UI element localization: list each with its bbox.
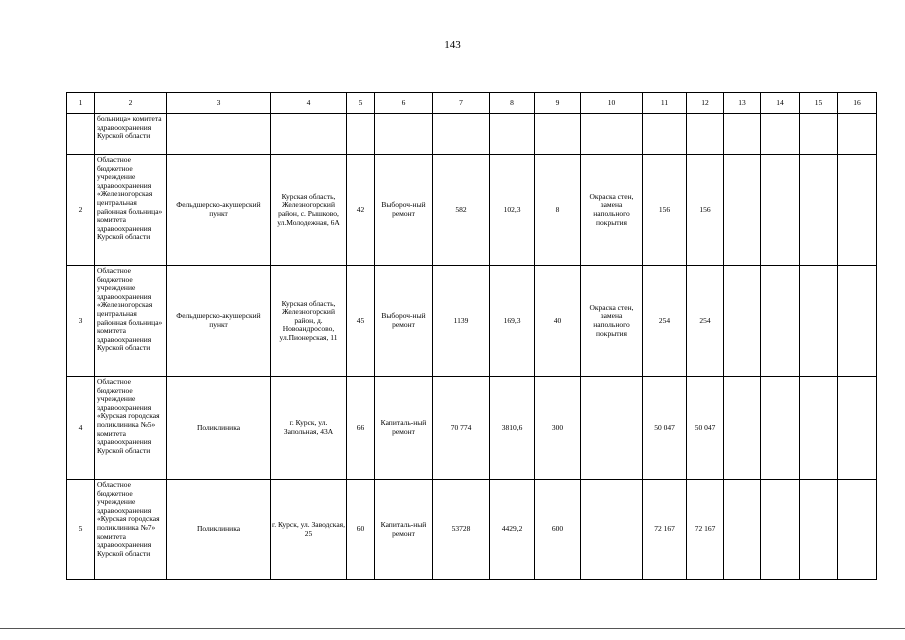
column-header: 9 (535, 93, 581, 114)
table-cell: 169,3 (490, 266, 535, 377)
table-cell: 156 (687, 155, 724, 266)
column-header: 1 (67, 93, 95, 114)
table-cell (761, 155, 800, 266)
table-row (67, 155, 877, 266)
table-cell (581, 377, 643, 480)
column-header: 2 (95, 93, 167, 114)
table-cell: 156 (643, 155, 687, 266)
table-cell (535, 114, 581, 155)
table-cell (838, 480, 877, 580)
table-cell: Курская область, Железногорский район, с. Рышково, ул.Молодежная, 6А (271, 155, 347, 266)
table-cell (724, 377, 761, 480)
table-cell: 4 (67, 377, 95, 480)
table-cell: Выбороч-ный ремонт (375, 155, 433, 266)
table-cell: 60 (347, 480, 375, 580)
table-cell: Фельдшерско-акушерский пункт (167, 266, 271, 377)
table-cell: 42 (347, 155, 375, 266)
table-cell: Курская область, Железногорский район, д. Новоандросово, ул.Пионерская, 11 (271, 266, 347, 377)
table-cell: 1139 (433, 266, 490, 377)
table-cell: г. Курск, ул. Запольная, 43А (271, 377, 347, 480)
table-cell (724, 114, 761, 155)
page-number: 143 (444, 39, 461, 51)
table-cell (375, 114, 433, 155)
table-cell (687, 114, 724, 155)
table-cell (433, 114, 490, 155)
table-cell: Выбороч-ный ремонт (375, 266, 433, 377)
column-header: 13 (724, 93, 761, 114)
table-cell (800, 266, 838, 377)
table-cell (800, 480, 838, 580)
table-cell: 3 (67, 266, 95, 377)
table-cell: 40 (535, 266, 581, 377)
table-cell: Капиталь-ный ремонт (375, 480, 433, 580)
column-header: 5 (347, 93, 375, 114)
column-header: 3 (167, 93, 271, 114)
table-cell: 582 (433, 155, 490, 266)
table-cell: Областное бюджетное учреждение здравоохранения «Курская городская поликлиника №7» комитета здравоохранения Курской области (95, 480, 167, 580)
table-cell (724, 155, 761, 266)
table-cell: 2 (67, 155, 95, 266)
table-cell (581, 480, 643, 580)
table-cell (838, 114, 877, 155)
table-cell (800, 155, 838, 266)
table-cell: Областное бюджетное учреждение здравоохранения «Железногорская центральная районная больница» комитета здравоохранения Курской области (95, 155, 167, 266)
table-cell (271, 114, 347, 155)
column-header: 8 (490, 93, 535, 114)
column-header: 16 (838, 93, 877, 114)
table-cell: 8 (535, 155, 581, 266)
table-cell: 72 167 (687, 480, 724, 580)
table-row (67, 114, 877, 155)
table-cell (643, 114, 687, 155)
table-cell: 5 (67, 480, 95, 580)
table-cell: Поликлиника (167, 480, 271, 580)
table-cell (838, 266, 877, 377)
table-cell (581, 114, 643, 155)
table-cell: 53728 (433, 480, 490, 580)
column-header: 12 (687, 93, 724, 114)
table-row (67, 480, 877, 580)
table-cell: 254 (643, 266, 687, 377)
table-cell: 50 047 (643, 377, 687, 480)
table-cell (838, 155, 877, 266)
table-cell: 70 774 (433, 377, 490, 480)
table-cell: 300 (535, 377, 581, 480)
table-row (67, 377, 877, 480)
column-header: 14 (761, 93, 800, 114)
column-header: 7 (433, 93, 490, 114)
table-cell: 72 167 (643, 480, 687, 580)
column-header: 10 (581, 93, 643, 114)
table-cell (167, 114, 271, 155)
repair-table (66, 92, 877, 580)
table-cell (800, 114, 838, 155)
table-row (67, 266, 877, 377)
table-cell: Областное бюджетное учреждение здравоохранения «Курская городская поликлиника №5» комитета здравоохранения Курской области (95, 377, 167, 480)
table-cell: Окраска стен, замена напольного покрытия (581, 266, 643, 377)
table-cell (761, 377, 800, 480)
table-cell: 102,3 (490, 155, 535, 266)
table-cell: 254 (687, 266, 724, 377)
table-cell: 600 (535, 480, 581, 580)
table-cell: Капиталь-ный ремонт (375, 377, 433, 480)
table-cell: Фельдшерско-акушерский пункт (167, 155, 271, 266)
table-cell: 66 (347, 377, 375, 480)
table-cell: 3810,6 (490, 377, 535, 480)
table-cell: Областное бюджетное учреждение здравоохранения «Железногорская центральная районная больница» комитета здравоохранения Курской области (95, 266, 167, 377)
table-cell (724, 266, 761, 377)
table-cell (490, 114, 535, 155)
table-cell: больница» комитета здравоохранения Курской области (95, 114, 167, 155)
table-cell (347, 114, 375, 155)
header-row (67, 93, 877, 114)
column-header: 11 (643, 93, 687, 114)
table-cell: 45 (347, 266, 375, 377)
table-cell: 50 047 (687, 377, 724, 480)
table-cell (724, 480, 761, 580)
table-cell (67, 114, 95, 155)
table-cell (761, 480, 800, 580)
table-cell (761, 266, 800, 377)
column-header: 4 (271, 93, 347, 114)
table-cell: Поликлиника (167, 377, 271, 480)
table-cell: Окраска стен, замена напольного покрытия (581, 155, 643, 266)
page-bottom-line (0, 628, 905, 629)
table-cell (838, 377, 877, 480)
table-cell: 4429,2 (490, 480, 535, 580)
table-cell (761, 114, 800, 155)
column-header: 15 (800, 93, 838, 114)
column-header: 6 (375, 93, 433, 114)
table-cell: г. Курск, ул. Заводская, 25 (271, 480, 347, 580)
table-cell (800, 377, 838, 480)
